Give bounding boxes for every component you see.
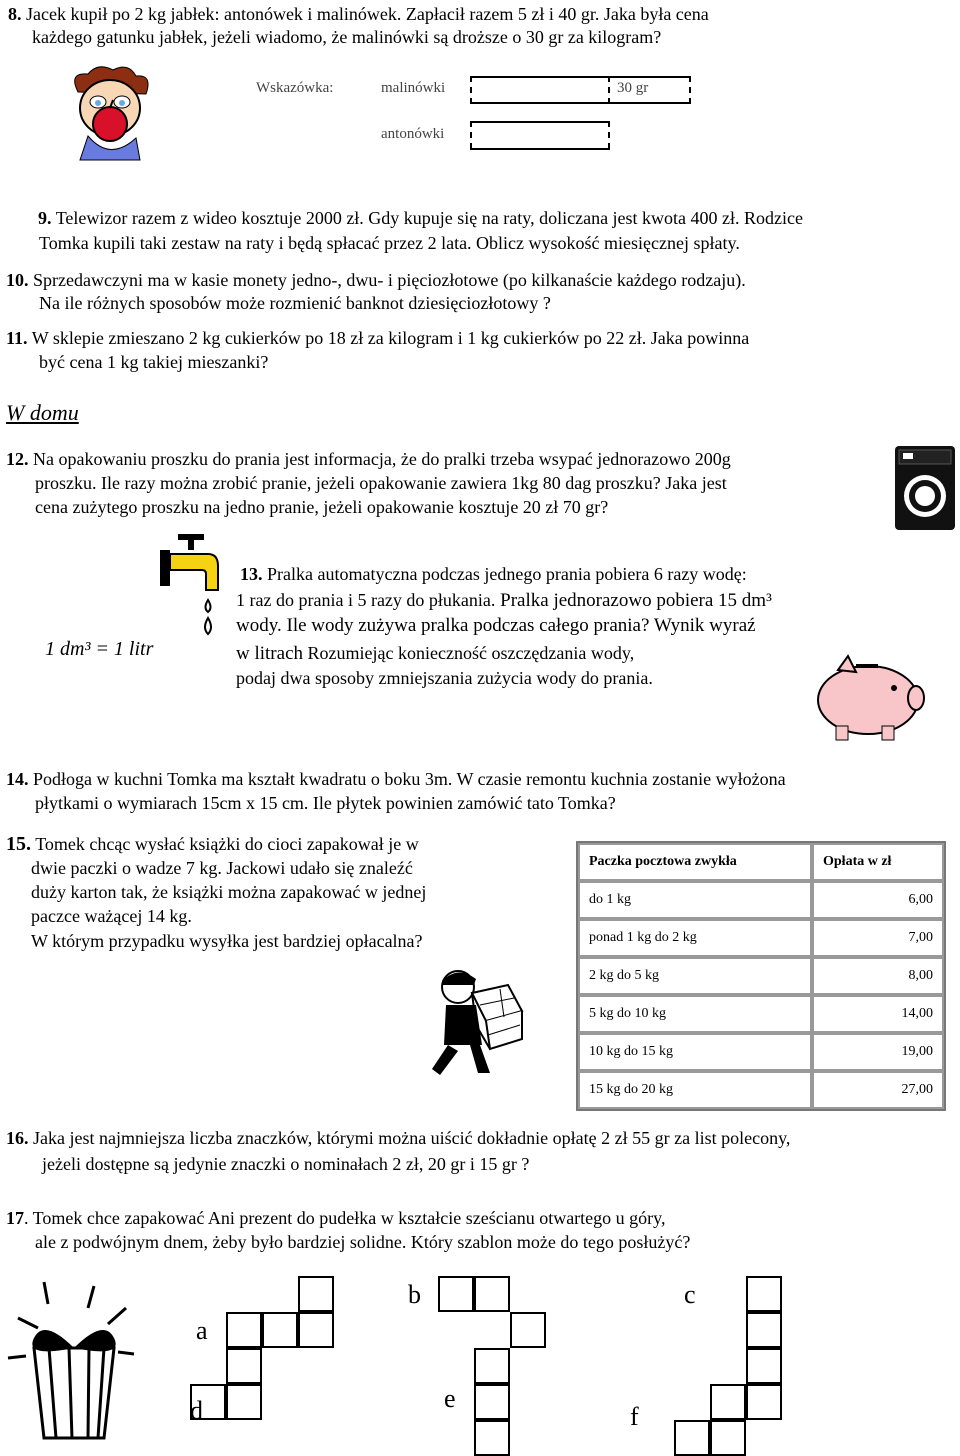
home-heading: W domu bbox=[6, 400, 79, 425]
table-row bbox=[578, 881, 944, 919]
net-f-label: f bbox=[630, 1402, 639, 1431]
boy-carrying-box-icon bbox=[418, 965, 528, 1085]
net-a-label: a bbox=[196, 1316, 208, 1345]
table-cell: 2 kg do 5 kg bbox=[578, 957, 812, 995]
net-a-square bbox=[226, 1312, 262, 1348]
net-a-square bbox=[226, 1384, 262, 1420]
table-header-row bbox=[578, 843, 944, 881]
malinowki-bar-bottom bbox=[470, 102, 690, 104]
net-b-square bbox=[474, 1348, 510, 1384]
net-a-square bbox=[262, 1312, 298, 1348]
hint-label: Wskazówka: bbox=[256, 80, 334, 96]
table-row bbox=[578, 1071, 944, 1109]
p12-line1: 12. Na opakowaniu proszku do prania jest informacja, że do pralki trzeba wsypać jednorazowo 200g bbox=[6, 449, 731, 469]
extra-30gr-label: 30 gr bbox=[617, 80, 649, 96]
net-d-label: d bbox=[190, 1396, 203, 1425]
net-e-label: e bbox=[444, 1384, 456, 1413]
p13-line5: podaj dwa sposoby zmniejszania zużycia wody do prania. bbox=[236, 668, 653, 688]
p14-line2: płytkami o wymiarach 15cm x 15 cm. Ile płytek powinien zamówić tato Tomka? bbox=[35, 793, 616, 813]
table-cell: 27,00 bbox=[812, 1071, 944, 1109]
volume-formula: 1 dm³ = 1 litr bbox=[45, 638, 154, 660]
net-c-square bbox=[746, 1384, 782, 1420]
p8-number: 8. bbox=[8, 4, 22, 24]
table-header-cell: Paczka pocztowa zwykła bbox=[578, 843, 812, 881]
malinowki-bar-left bbox=[470, 76, 472, 104]
net-c-square bbox=[746, 1312, 782, 1348]
table-row bbox=[578, 919, 944, 957]
p15-line3: duży karton tak, że książki można zapakować w jednej bbox=[31, 882, 427, 902]
gift-box-icon bbox=[4, 1278, 144, 1448]
table-cell: 15 kg do 20 kg bbox=[578, 1071, 812, 1109]
p13-line4: w litrach Rozumiejąc konieczność oszczędzania wody, bbox=[236, 643, 635, 664]
net-c-square bbox=[710, 1384, 746, 1420]
p10-line2: Na ile różnych sposobów może rozmienić banknot dziesięciozłotowy ? bbox=[39, 293, 551, 313]
p16-line2: jeżeli dostępne są jedynie znaczki o nominałach 2 zł, 20 gr i 15 gr ? bbox=[42, 1154, 530, 1174]
p9-line2: Tomka kupili taki zestaw na raty i będą spłacać przez 2 lata. Oblicz wysokość miesięcznej spłaty. bbox=[39, 233, 740, 253]
malinowki-bar-divider bbox=[608, 76, 610, 104]
table-row bbox=[578, 995, 944, 1033]
net-c-square bbox=[746, 1276, 782, 1312]
table-cell: 10 kg do 15 kg bbox=[578, 1033, 812, 1071]
p13-line3: wody. Ile wody zużywa pralka podczas całego prania? Wynik wyraź bbox=[236, 615, 756, 636]
table-row bbox=[578, 957, 944, 995]
p17-line1: 17. Tomek chce zapakować Ani prezent do pudełka w kształcie sześcianu otwartego u góry, bbox=[6, 1208, 666, 1228]
p15-line5: W którym przypadku wysyłka jest bardziej opłacalna? bbox=[31, 931, 423, 951]
p8-line2: każdego gatunku jabłek, jeżeli wiadomo, że malinówki są droższe o 30 gr za kilogram? bbox=[32, 27, 662, 47]
net-b-square bbox=[474, 1276, 510, 1312]
antonowki-bar-bottom bbox=[470, 148, 610, 150]
table-cell: ponad 1 kg do 2 kg bbox=[578, 919, 812, 957]
p15-line1: 15. Tomek chcąc wysłać książki do cioci zapakował je w bbox=[6, 833, 419, 855]
antonowki-label: antonówki bbox=[381, 126, 445, 142]
net-c-label: c bbox=[684, 1280, 696, 1309]
p13-line2: 1 raz do prania i 5 razy do płukania. Pralka jednorazowo pobiera 15 dm³ bbox=[236, 590, 772, 611]
p15-line4: paczce ważącej 14 kg. bbox=[31, 906, 192, 926]
table-cell: 8,00 bbox=[812, 957, 944, 995]
net-a-square bbox=[298, 1276, 334, 1312]
faucet-icon bbox=[158, 530, 228, 640]
net-b-square bbox=[474, 1384, 510, 1420]
net-a-square bbox=[226, 1348, 262, 1384]
p14-line1: 14. Podłoga w kuchni Tomka ma kształt kwadratu o boku 3m. W czasie remontu kuchnia zostanie wyłożona bbox=[6, 769, 786, 789]
p11-line2: być cena 1 kg takiej mieszanki? bbox=[39, 352, 269, 372]
p13-line1: 13. Pralka automatyczna podczas jednego prania pobiera 6 razy wodę: bbox=[240, 564, 747, 584]
malinowki-bar-top bbox=[470, 76, 690, 78]
net-b-label: b bbox=[408, 1280, 421, 1309]
antonowki-bar-top bbox=[470, 121, 610, 123]
p10-line1: 10. Sprzedawczyni ma w kasie monety jedno-, dwu- i pięciozłotowe (po kilkanaście każdego rodzaju). bbox=[6, 270, 746, 290]
p9-line1: 9. Telewizor razem z wideo kosztuje 2000 zł. Gdy kupuje się na raty, doliczana jest kwota 400 zł. Rodzice bbox=[38, 208, 804, 228]
boy-eating-apple-icon bbox=[58, 62, 158, 162]
p12-line2: proszku. Ile razy można zrobić pranie, jeżeli opakowanie zawiera 1kg 80 dag proszku? Jaka jest bbox=[35, 473, 727, 493]
washing-machine-icon bbox=[893, 444, 957, 532]
p8-line1: 8. Jacek kupił po 2 kg jabłek: antonówek i malinówek. Zapłacił razem 5 zł i 40 gr. Jaka była cena bbox=[8, 4, 709, 24]
antonowki-bar-left bbox=[470, 121, 472, 149]
net-c-square bbox=[746, 1348, 782, 1384]
table-cell: do 1 kg bbox=[578, 881, 812, 919]
antonowki-bar-right bbox=[608, 121, 610, 149]
net-b-square bbox=[438, 1276, 474, 1312]
malinowki-bar-right bbox=[689, 76, 691, 104]
p15-line2: dwie paczki o wadze 7 kg. Jackowi udało się znaleźć bbox=[31, 858, 413, 878]
p16-line1: 16. Jaka jest najmniejsza liczba znaczków, którymi można uiścić dokładnie opłatę 2 zł 55 gr za list polecony, bbox=[6, 1128, 791, 1148]
net-b-square bbox=[510, 1312, 546, 1348]
postal-fee-table bbox=[576, 841, 946, 1111]
table-cell: 6,00 bbox=[812, 881, 944, 919]
malinowki-label: malinówki bbox=[381, 80, 446, 96]
p17-line2: ale z podwójnym dnem, żeby było bardziej solidne. Który szablon może do tego posłużyć? bbox=[35, 1232, 691, 1252]
piggy-bank-icon bbox=[808, 648, 928, 748]
net-a-square bbox=[298, 1312, 334, 1348]
table-cell: 14,00 bbox=[812, 995, 944, 1033]
table-cell: 5 kg do 10 kg bbox=[578, 995, 812, 1033]
table-header-cell: Opłata w zł bbox=[812, 843, 944, 881]
table-cell: 19,00 bbox=[812, 1033, 944, 1071]
p11-line1: 11. W sklepie zmieszano 2 kg cukierków po 18 zł za kilogram i 1 kg cukierków po 22 zł. Jaka powinna bbox=[6, 328, 750, 348]
table-cell: 7,00 bbox=[812, 919, 944, 957]
p12-line3: cena zużytego proszku na jedno pranie, jeżeli opakowanie kosztuje 20 zł 70 gr? bbox=[35, 497, 609, 517]
table-row bbox=[578, 1033, 944, 1071]
